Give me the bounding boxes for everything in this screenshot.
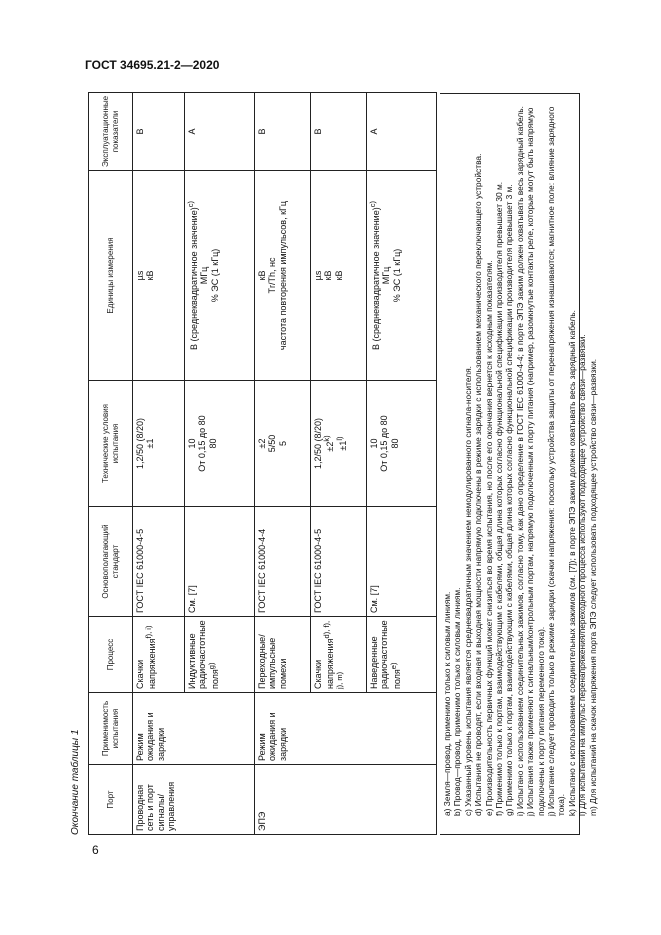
criteria-cell: В xyxy=(311,92,367,170)
footnote: j) Испытание следует проводить только в режиме зарядки (скачки напряжения: поскольку устройства защиты от перенапряжения изнашиваются; магнитное поле: влияние зарядного тока). xyxy=(546,106,567,816)
footnote: f) Применимо только к портам, взаимодействующим с кабелями, общая длина которых согласно функциональной спецификации производителя превышает 30 м. xyxy=(494,181,505,816)
standard-cell: ГОСТ IEC 61000-4-5 xyxy=(311,507,367,617)
col-units: Единицы измерения xyxy=(89,171,133,381)
port-cell: Проводная сеть и порт сигналы/управления xyxy=(133,765,185,835)
conditions-cell: 1,2/50 (8/20) $\pm 2^{k)}$ $\pm 1^{l)}$ xyxy=(311,381,367,507)
process-cell: Скачки напряжения$^{f), i)}$ xyxy=(133,617,185,693)
process-cell: Скачки напряжения$^{d), f), j), m)}$ xyxy=(311,617,367,693)
criteria-cell: А xyxy=(367,92,437,170)
conditions-cell: ±2 5/50 5 xyxy=(255,381,311,507)
criteria-cell: А xyxy=(185,92,255,170)
footnote: k) Испытано с использованием соединительных зажимов (см. [7]); в порте ЭПЭ зажим должен охватывать весь зарядный кабель. xyxy=(566,310,577,816)
standard-cell: ГОСТ IEC 61000-4-4 xyxy=(255,507,311,617)
units-cell: кВ Тr/Th, нс частота повторения импульсов, кГц xyxy=(255,171,311,381)
table-header-row xyxy=(89,92,133,834)
table-row xyxy=(255,92,311,834)
criteria-cell: В xyxy=(133,92,185,170)
port-cell: ЭПЭ xyxy=(255,765,311,835)
units-cell: µs кВ кВ xyxy=(311,171,367,381)
col-criteria: Эксплуатационные показатели xyxy=(89,92,133,170)
table-row xyxy=(185,92,255,834)
applicability-cell: Режим ожидания и зарядки xyxy=(255,693,311,765)
footnote: e) Производительность первичных функций может снизиться во время испытания, но после его окончания вернется к исходным показателям. xyxy=(483,260,494,816)
table-row xyxy=(133,92,185,834)
footnote: d) Испытания не проводят, если входная и выходная мощности напрямую подключены в режиме зарядки с использованием механического переключающего устройства. xyxy=(473,153,484,816)
applicability-cell: Режим ожидания и зарядки xyxy=(133,693,185,765)
standard-cell: См. [7] xyxy=(367,507,437,617)
footnote: g) Применимо только к портам, взаимодействующим с кабелями, общая длина которых согласно функциональной спецификации производителя превышает 3 м. xyxy=(504,184,515,816)
criteria-cell: В xyxy=(255,92,311,170)
footnote: i) Испытано с использованием соединительных зажимов, согласно тому, как дано определение в ГОСТ IEC 61000-4-4; в порте ЭПЭ зажим должен охватывать весь зарядный кабель. xyxy=(514,106,525,816)
test-table xyxy=(88,92,437,835)
page-number: 6 xyxy=(92,843,99,857)
process-cell: Индуктивные радиочастотные поля$^{g)}$ xyxy=(185,617,255,693)
units-cell: В (среднеквадратичное значение)$^{c)}$ МГц % ЭС (1 кГц) xyxy=(185,171,255,381)
col-process: Процесс xyxy=(89,617,133,693)
footnote: b) Провод—провод, применимо только к силовым линиям. xyxy=(452,587,463,816)
conditions-cell: 10 От 0,15 до 80 80 xyxy=(185,381,255,507)
process-cell: Наведенные радиочастотные поля$^{e)}$ xyxy=(367,617,437,693)
footnote: j) Испытания также применяют к сигнальным/контрольным портам, напрямую подключенным к порту питания (например, разомкнутые контакты реле, которые могут быть напрямую подключены к порту питания переменного тока). xyxy=(525,107,546,816)
table-caption: Окончание таблицы 1 xyxy=(70,729,81,835)
standard-cell: ГОСТ IEC 61000-4-5 xyxy=(133,507,185,617)
process-cell: Переходные/импульсные помехи xyxy=(255,617,311,693)
footnote: l) Для испытаний на импульс перенапряжения/переходного процесса используют подходящее устройство связи—развязки. xyxy=(577,334,588,816)
footnote: c) Указанный уровень испытания является среднеквадратичным значением немодулированного сигнала-носителя. xyxy=(462,366,473,816)
conditions-cell: 10 От 0,15 до 80 80 xyxy=(367,381,437,507)
col-port: Порт xyxy=(89,765,133,835)
col-standard: Основополагающий стандарт xyxy=(89,507,133,617)
standard-cell: См. [7] xyxy=(185,507,255,617)
col-conditions: Технические условия испытания xyxy=(89,381,133,507)
units-cell: µs кВ xyxy=(133,171,185,381)
table-row xyxy=(367,92,437,834)
footnote: m) Для испытаний на скачок напряжения порта ЭПЭ следует использовать подходящее устройство связи—развязки. xyxy=(587,358,598,816)
col-applicability: Применимость испытания xyxy=(89,693,133,765)
conditions-cell: 1,2/50 (8/20) ±1 xyxy=(133,381,185,507)
footnote: a) Земля—провод, применимо только к силовым линиям. xyxy=(442,591,452,816)
document-header: ГОСТ 34695.21-2—2020 xyxy=(85,58,220,72)
rotated-table-page xyxy=(66,87,598,835)
units-cell: В (среднеквадратичное значение)$^{c)}$ МГц % ЭС (1 кГц) xyxy=(367,171,437,381)
table-row xyxy=(311,92,367,834)
table-footnotes xyxy=(440,93,598,835)
